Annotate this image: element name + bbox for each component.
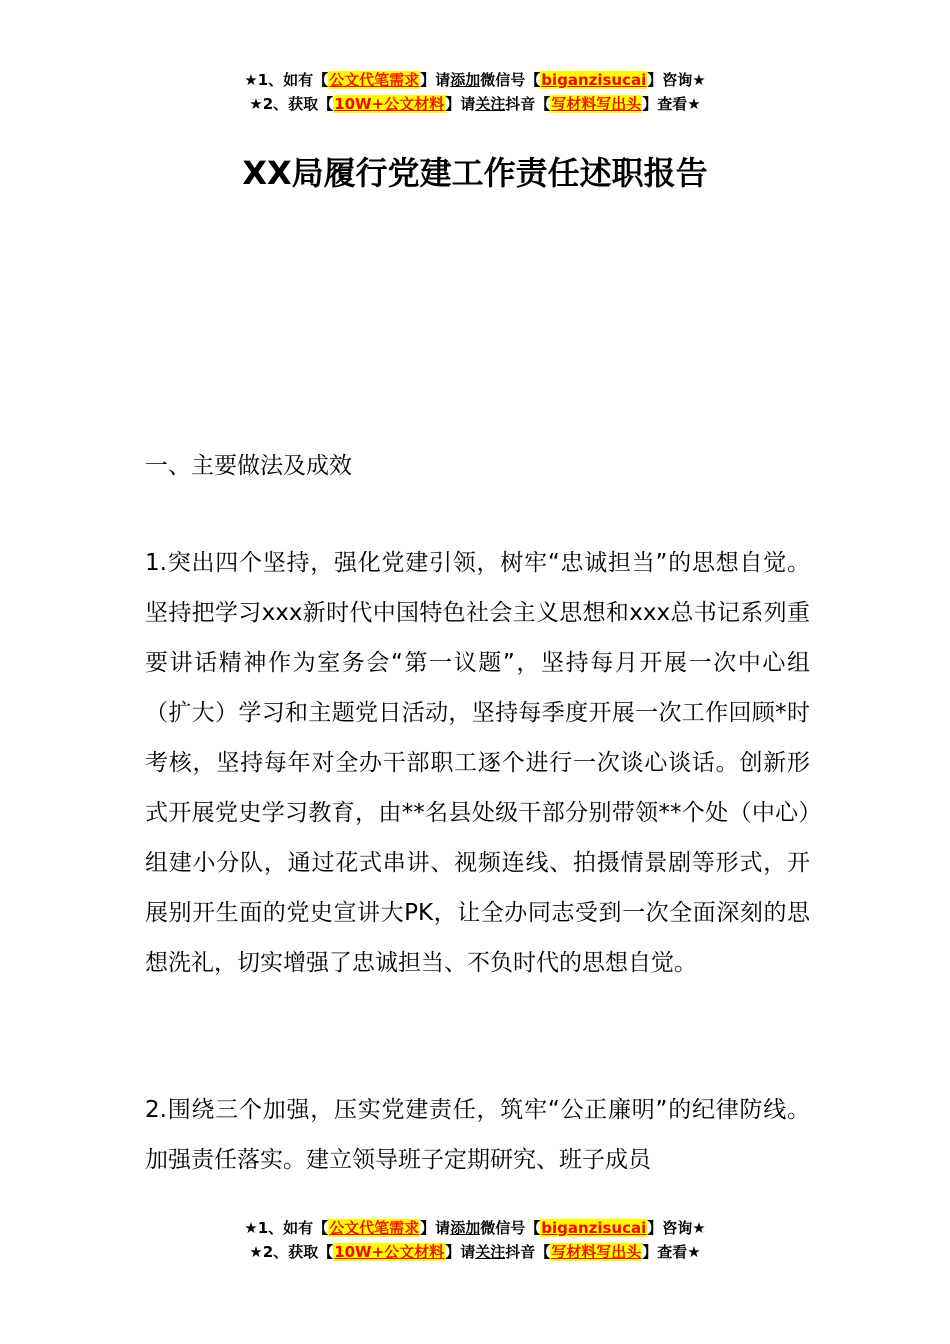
- banner-line-1: [0, 1216, 950, 1240]
- highlight-ghostwriting: 公文代笔需求: [329, 1219, 420, 1237]
- banner-line-1: [0, 68, 950, 92]
- banner-text: ★2、获取【: [249, 95, 334, 113]
- banner-text: 微信号【: [480, 71, 541, 89]
- highlight-wechat-id: biganzisucai: [541, 1219, 647, 1237]
- banner-text: ★1、如有【: [244, 71, 329, 89]
- paragraph-2-text: 2.围绕三个加强，压实党建责任，筑牢“公正廉明”的纪律防线。加强责任落实。建立领导班子定期研究、班子成员: [145, 1097, 810, 1173]
- banner-underlined: 添加: [450, 1219, 481, 1237]
- paragraph-2: [145, 1085, 810, 1185]
- banner-text: 】请: [445, 95, 476, 113]
- banner-text: 】咨询★: [647, 71, 706, 89]
- banner-text: ★1、如有【: [244, 1219, 329, 1237]
- banner-line-2: [0, 1240, 950, 1264]
- banner-text: ★2、获取【: [249, 1243, 334, 1261]
- banner-text: 】查看★: [642, 95, 701, 113]
- footer-banner: [0, 1216, 950, 1264]
- banner-text: 】咨询★: [647, 1219, 706, 1237]
- banner-text: 】请: [420, 71, 451, 89]
- highlight-douyin: 写材料写出头: [551, 95, 642, 113]
- banner-text: 微信号【: [480, 1219, 541, 1237]
- highlight-ghostwriting: 公文代笔需求: [329, 71, 420, 89]
- banner-text: 】查看★: [642, 1243, 701, 1261]
- banner-text: 抖音【: [505, 95, 551, 113]
- banner-underlined: 关注: [475, 1243, 506, 1261]
- highlight-douyin: 写材料写出头: [551, 1243, 642, 1261]
- banner-text: 】请: [420, 1219, 451, 1237]
- paragraph-1-text: 1.突出四个坚持，强化党建引领，树牢“忠诚担当”的思想自觉。坚持把学习xxx新时代中国特色社会主义思想和xxx总书记系列重要讲话精神作为室务会“第一议题”，坚持每月开展一次中心组（扩大）学习和主题党日活动，坚持每季度开展一次工作回顾*时考核，坚持每年对全办干部职工逐个进行一次谈心谈话。创新形式开展党史学习教育，由**名县处级干部分别带领**个处（中心）组建小分队，通过花式串讲、视频连线、拍摄情景剧等形式，开展别开生面的党史宣讲大PK，让全办同志受到一次全面深刻的思想洗礼，切实增强了忠诚担当、不负时代的思想自觉。: [145, 550, 810, 976]
- highlight-materials: 10W+公文材料: [334, 95, 445, 113]
- banner-underlined: 关注: [475, 95, 506, 113]
- banner-text: 】请: [445, 1243, 476, 1261]
- highlight-materials: 10W+公文材料: [334, 1243, 445, 1261]
- highlight-wechat-id: biganzisucai: [541, 71, 647, 89]
- banner-line-2: [0, 92, 950, 116]
- section-heading-text: 一、主要做法及成效: [145, 453, 352, 479]
- paragraph-1: [145, 538, 810, 988]
- header-banner: [0, 68, 950, 116]
- banner-text: 抖音【: [505, 1243, 551, 1261]
- banner-underlined: 添加: [450, 71, 481, 89]
- section-heading: [145, 441, 810, 491]
- document-title: XX局履行党建工作责任述职报告: [242, 154, 708, 192]
